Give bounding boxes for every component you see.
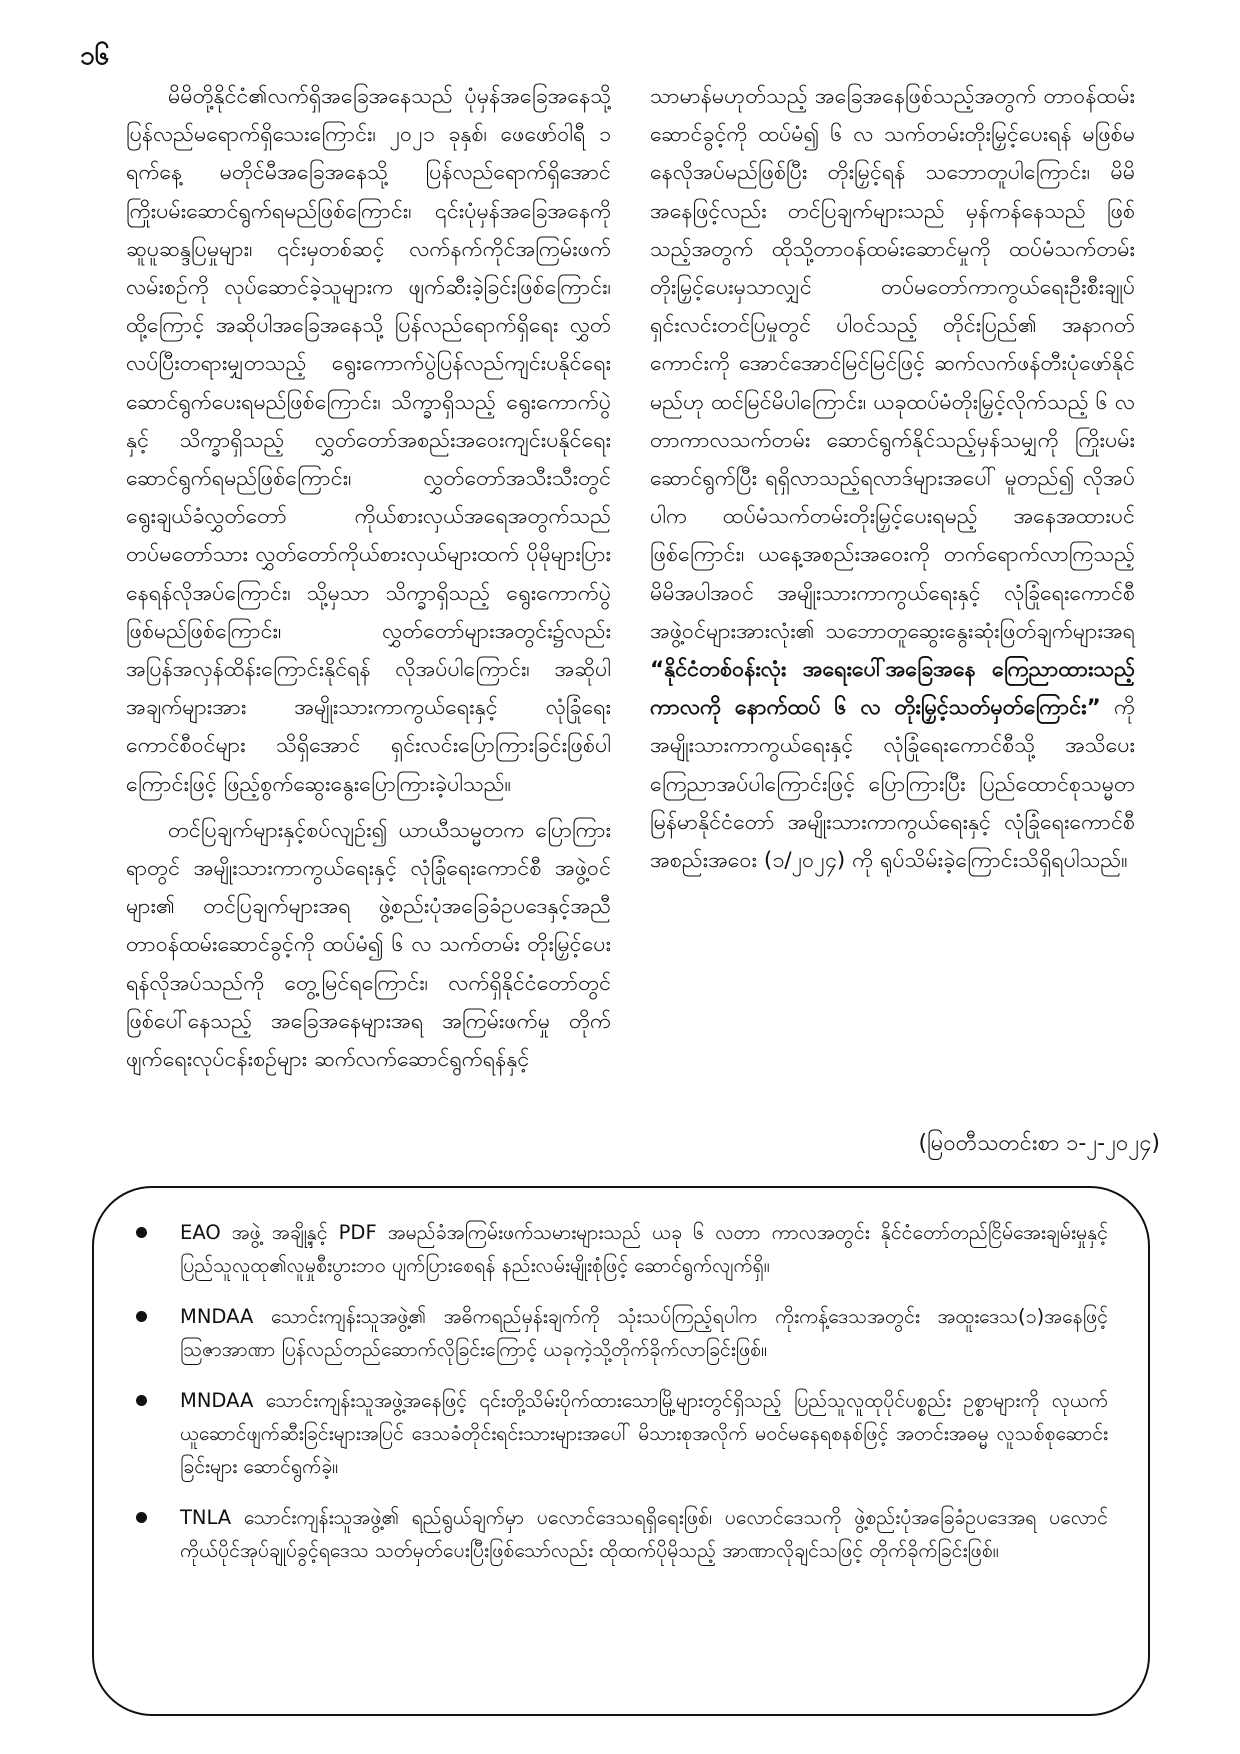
right-paragraph-text-end: ကို အမျိုးသားကာကွယ်ရေးနှင့် လုံခြုံရေးကောင်စီသို့ အသိပေးကြေညာအပ်ပါကြောင်းဖြင့် ပြောကြားပြီး ပြည်ထောင်စုသမ္မတမြန်မာနိုင်ငံတော် အမျိုးသားကာကွယ်ရေးနှင့် လုံခြုံရေးကောင်စီ အစည်းအဝေး (၁/၂၀၂၄) ကို ရုပ်သိမ်းခဲ့ကြောင်းသိရှိရပါသည်။ bbox=[650, 695, 1136, 874]
summary-item-text: EAO အဖွဲ့ အချို့နှင့် PDF အမည်ခံအကြမ်းဖက်သမားများသည် ယခု ၆ လတာ ကာလအတွင်း နိုင်ငံတော်တည်ငြိမ်အေးချမ်းမှုနှင့် ပြည်သူလူထု၏လူမှုစီးပွားဘဝ ပျက်ပြားစေရန် နည်းလမ်းမျိုးစုံဖြင့် ဆောင်ရွက်လျက်ရှိ။ bbox=[180, 1221, 1108, 1277]
right-paragraph-text: သာမာန်မဟုတ်သည့် အခြေအနေဖြစ်သည့်အတွက် တာဝန်ထမ်းဆောင်ခွင့်ကို ထပ်မံ၍ ၆ လ သက်တမ်းတိုးမြှင့်ပေးရန် မဖြစ်မနေလိုအပ်မည်ဖြစ်ပြီး တိုးမြှင့်ရန် သဘောတူပါကြောင်း၊ မိမိအနေဖြင့်လည်း တင်ပြချက်များသည် မှန်ကန်နေသည် ဖြစ်သည့်အတွက် ထိုသို့တာဝန်ထမ်းဆောင်မှုကို ထပ်မံသက်တမ်း တိုးမြှင့်ပေးမှသာလျှင် တပ်မတော်ကာကွယ်ရေးဦးစီးချုပ် ရှင်းလင်းတင်ပြမှုတွင် ပါဝင်သည့် တိုင်းပြည်၏ အနာဂတ်ကောင်းကို အောင်အောင်မြင်မြင်ဖြင့် ဆက်လက်ဖန်တီးပုံဖော်နိုင်မည်ဟု ထင်မြင်မိပါကြောင်း၊ ယခုထပ်မံတိုးမြှင့်လိုက်သည့် ၆ လ တာကာလသက်တမ်း ဆောင်ရွက်နိုင်သည့်မှန်သမျှကို ကြိုးပမ်းဆောင်ရွက်ပြီး ရရှိလာသည့်ရလာဒ်များအပေါ် မူတည်၍ လိုအပ်ပါက ထပ်မံသက်တမ်းတိုးမြှင့်ပေးရမည့် အနေအထားပင်ဖြစ်ကြောင်း၊ ယနေ့အစည်းအဝေးကို တက်ရောက်လာကြသည့် မိမိအပါအဝင် အမျိုးသားကာကွယ်ရေးနှင့် လုံခြုံရေးကောင်စီ အဖွဲ့ဝင်များအားလုံး၏ သဘောတူဆွေးနွေးဆုံးဖြတ်ချက်များအရ bbox=[650, 84, 1135, 644]
summary-item bbox=[128, 1300, 1108, 1366]
right-paragraph bbox=[650, 78, 1135, 880]
summary-item-text: TNLA သောင်းကျန်းသူအဖွဲ့၏ ရည်ရွယ်ချက်မှာ ပလောင်ဒေသရရှိရေးဖြစ်၊ ပလောင်ဒေသကို ဖွဲ့စည်းပုံအခြေခံဥပဒေအရ ပလောင်ကိုယ်ပိုင်အုပ်ချုပ်ခွင့်ရဒေသ သတ်မှတ်ပေးပြီးဖြစ်သော်လည်း ထိုထက်ပိုမိုသည့် အာဏာလိုချင်သဖြင့် တိုက်ခိုက်ခြင်းဖြစ်။ bbox=[180, 1506, 1108, 1562]
summary-item bbox=[128, 1216, 1108, 1282]
bold-quote: “နိုင်ငံတစ်ဝန်းလုံး အရေးပေါ်အခြေအနေ ကြေညာထားသည့်ကာလကို နောက်ထပ် ၆ လ တိုးမြှင့်သတ်မှတ်ကြောင်း” bbox=[650, 657, 1135, 721]
summary-list bbox=[128, 1216, 1108, 1567]
page-number: ၁၆ bbox=[80, 41, 110, 71]
right-column bbox=[650, 78, 1135, 880]
left-paragraph-2: တင်ပြချက်များနှင့်စပ်လျဉ်း၍ ယာယီသမ္မတက ပြောကြားရာတွင် အမျိုးသားကာကွယ်ရေးနှင့် လုံခြုံရေးကောင်စီ အဖွဲ့ဝင်များ၏ တင်ပြချက်များအရ ဖွဲ့စည်းပုံအခြေခံဥပဒေနှင့်အညီ တာဝန်ထမ်းဆောင်ခွင့်ကို ထပ်မံ၍ ၆ လ သက်တမ်း တိုးမြှင့်ပေးရန်လိုအပ်သည်ကို တွေ့မြင်ရကြောင်း၊ လက်ရှိနိုင်ငံတော်တွင် ဖြစ်ပေါ်နေသည့် အခြေအနေများအရ အကြမ်းဖက်မှု တိုက်ဖျက်ရေးလုပ်ငန်းစဉ်များ ဆက်လက်ဆောင်ရွက်ရန်နှင့် bbox=[126, 817, 611, 1073]
summary-item bbox=[128, 1384, 1108, 1483]
bullet-icon bbox=[136, 1395, 147, 1406]
source-citation: (မြဝတီသတင်းစာ ၁-၂-၂၀၂၄) bbox=[918, 1131, 1160, 1156]
bullet-icon bbox=[136, 1227, 147, 1238]
summary-item bbox=[128, 1501, 1108, 1567]
bullet-icon bbox=[136, 1512, 147, 1523]
summary-box bbox=[92, 1186, 1150, 1716]
summary-item-text: MNDAA သောင်းကျန်းသူအဖွဲ့အနေဖြင့် ၎င်းတို့သိမ်းပိုက်ထားသောမြို့များတွင်ရှိသည့် ပြည်သူလူထုပိုင်ပစ္စည်း ဥစ္စာများကို လုယက်ယူဆောင်ဖျက်ဆီးခြင်းများအပြင် ဒေသခံတိုင်းရင်းသားများအပေါ် မိသားစုအလိုက် မဝင်မနေရစနစ်ဖြင့် အတင်းအဓမ္မ လူသစ်စုဆောင်းခြင်းများ ဆောင်ရွက်ခဲ့။ bbox=[180, 1389, 1108, 1478]
left-paragraph-1: မိမိတို့နိုင်ငံ၏လက်ရှိအခြေအနေသည် ပုံမှန်အခြေအနေသို့ ပြန်လည်မရောက်ရှိသေးကြောင်း၊ ၂၀၂၁ ခုနှစ်၊ ဖေဖော်ဝါရီ ၁ ရက်နေ့ မတိုင်မီအခြေအနေသို့ ပြန်လည်ရောက်ရှိအောင် ကြိုးပမ်းဆောင်ရွက်ရမည်ဖြစ်ကြောင်း၊ ၎င်းပုံမှန်အခြေအနေကို ဆူပူဆန္ဒပြမှုများ၊ ၎င်းမှတစ်ဆင့် လက်နက်ကိုင်အကြမ်းဖက်လမ်းစဉ်ကို လုပ်ဆောင်ခဲ့သူများက ဖျက်ဆီးခဲ့ခြင်းဖြစ်ကြောင်း၊ ထို့ကြောင့် အဆိုပါအခြေအနေသို့ ပြန်လည်ရောက်ရှိရေး လွှတ်လပ်ပြီးတရားမျှတသည့် ရွေးကောက်ပွဲပြန်လည်ကျင်းပနိုင်ရေး ဆောင်ရွက်ပေးရမည်ဖြစ်ကြောင်း၊ သိက္ခာရှိသည့် ရွေးကောက်ပွဲနှင့် သိက္ခာရှိသည့် လွှတ်တော်အစည်းအဝေးကျင်းပနိုင်ရေးဆောင်ရွက်ရမည်ဖြစ်ကြောင်း၊ လွှတ်တော်အသီးသီးတွင် ရွေးချယ်ခံလွှတ်တော် ကိုယ်စားလှယ်အရေအတွက်သည် တပ်မတော်သား လွှတ်တော်ကိုယ်စားလှယ်များထက် ပိုမိုများပြားနေရန်လိုအပ်ကြောင်း၊ သို့မှသာ သိက္ခာရှိသည့် ရွေးကောက်ပွဲဖြစ်မည်ဖြစ်ကြောင်း၊ လွှတ်တော်များအတွင်း၌လည်း အပြန်အလှန်ထိန်းကြောင်းနိုင်ရန် လိုအပ်ပါကြောင်း၊ အဆိုပါအချက်များအား အမျိုးသားကာကွယ်ရေးနှင့် လုံခြုံရေးကောင်စီဝင်များ သိရှိအောင် ရှင်းလင်းပြောကြားခြင်းဖြစ်ပါကြောင်းဖြင့် ဖြည့်စွက်ဆွေးနွေးပြောကြားခဲ့ပါသည်။ bbox=[126, 84, 611, 797]
bullet-icon bbox=[136, 1311, 147, 1322]
summary-item-text: MNDAA သောင်းကျန်းသူအဖွဲ့၏ အဓိကရည်မှန်းချက်ကို သုံးသပ်ကြည့်ရပါက ကိုးကန့်ဒေသအတွင်း အထူးဒေသ(၁)အနေဖြင့် ဩဇာအာဏာ ပြန်လည်တည်ဆောက်လိုခြင်းကြောင့် ယခုကဲ့သို့တိုက်ခိုက်လာခြင်းဖြစ်။ bbox=[180, 1305, 1108, 1361]
left-column bbox=[126, 78, 611, 1079]
